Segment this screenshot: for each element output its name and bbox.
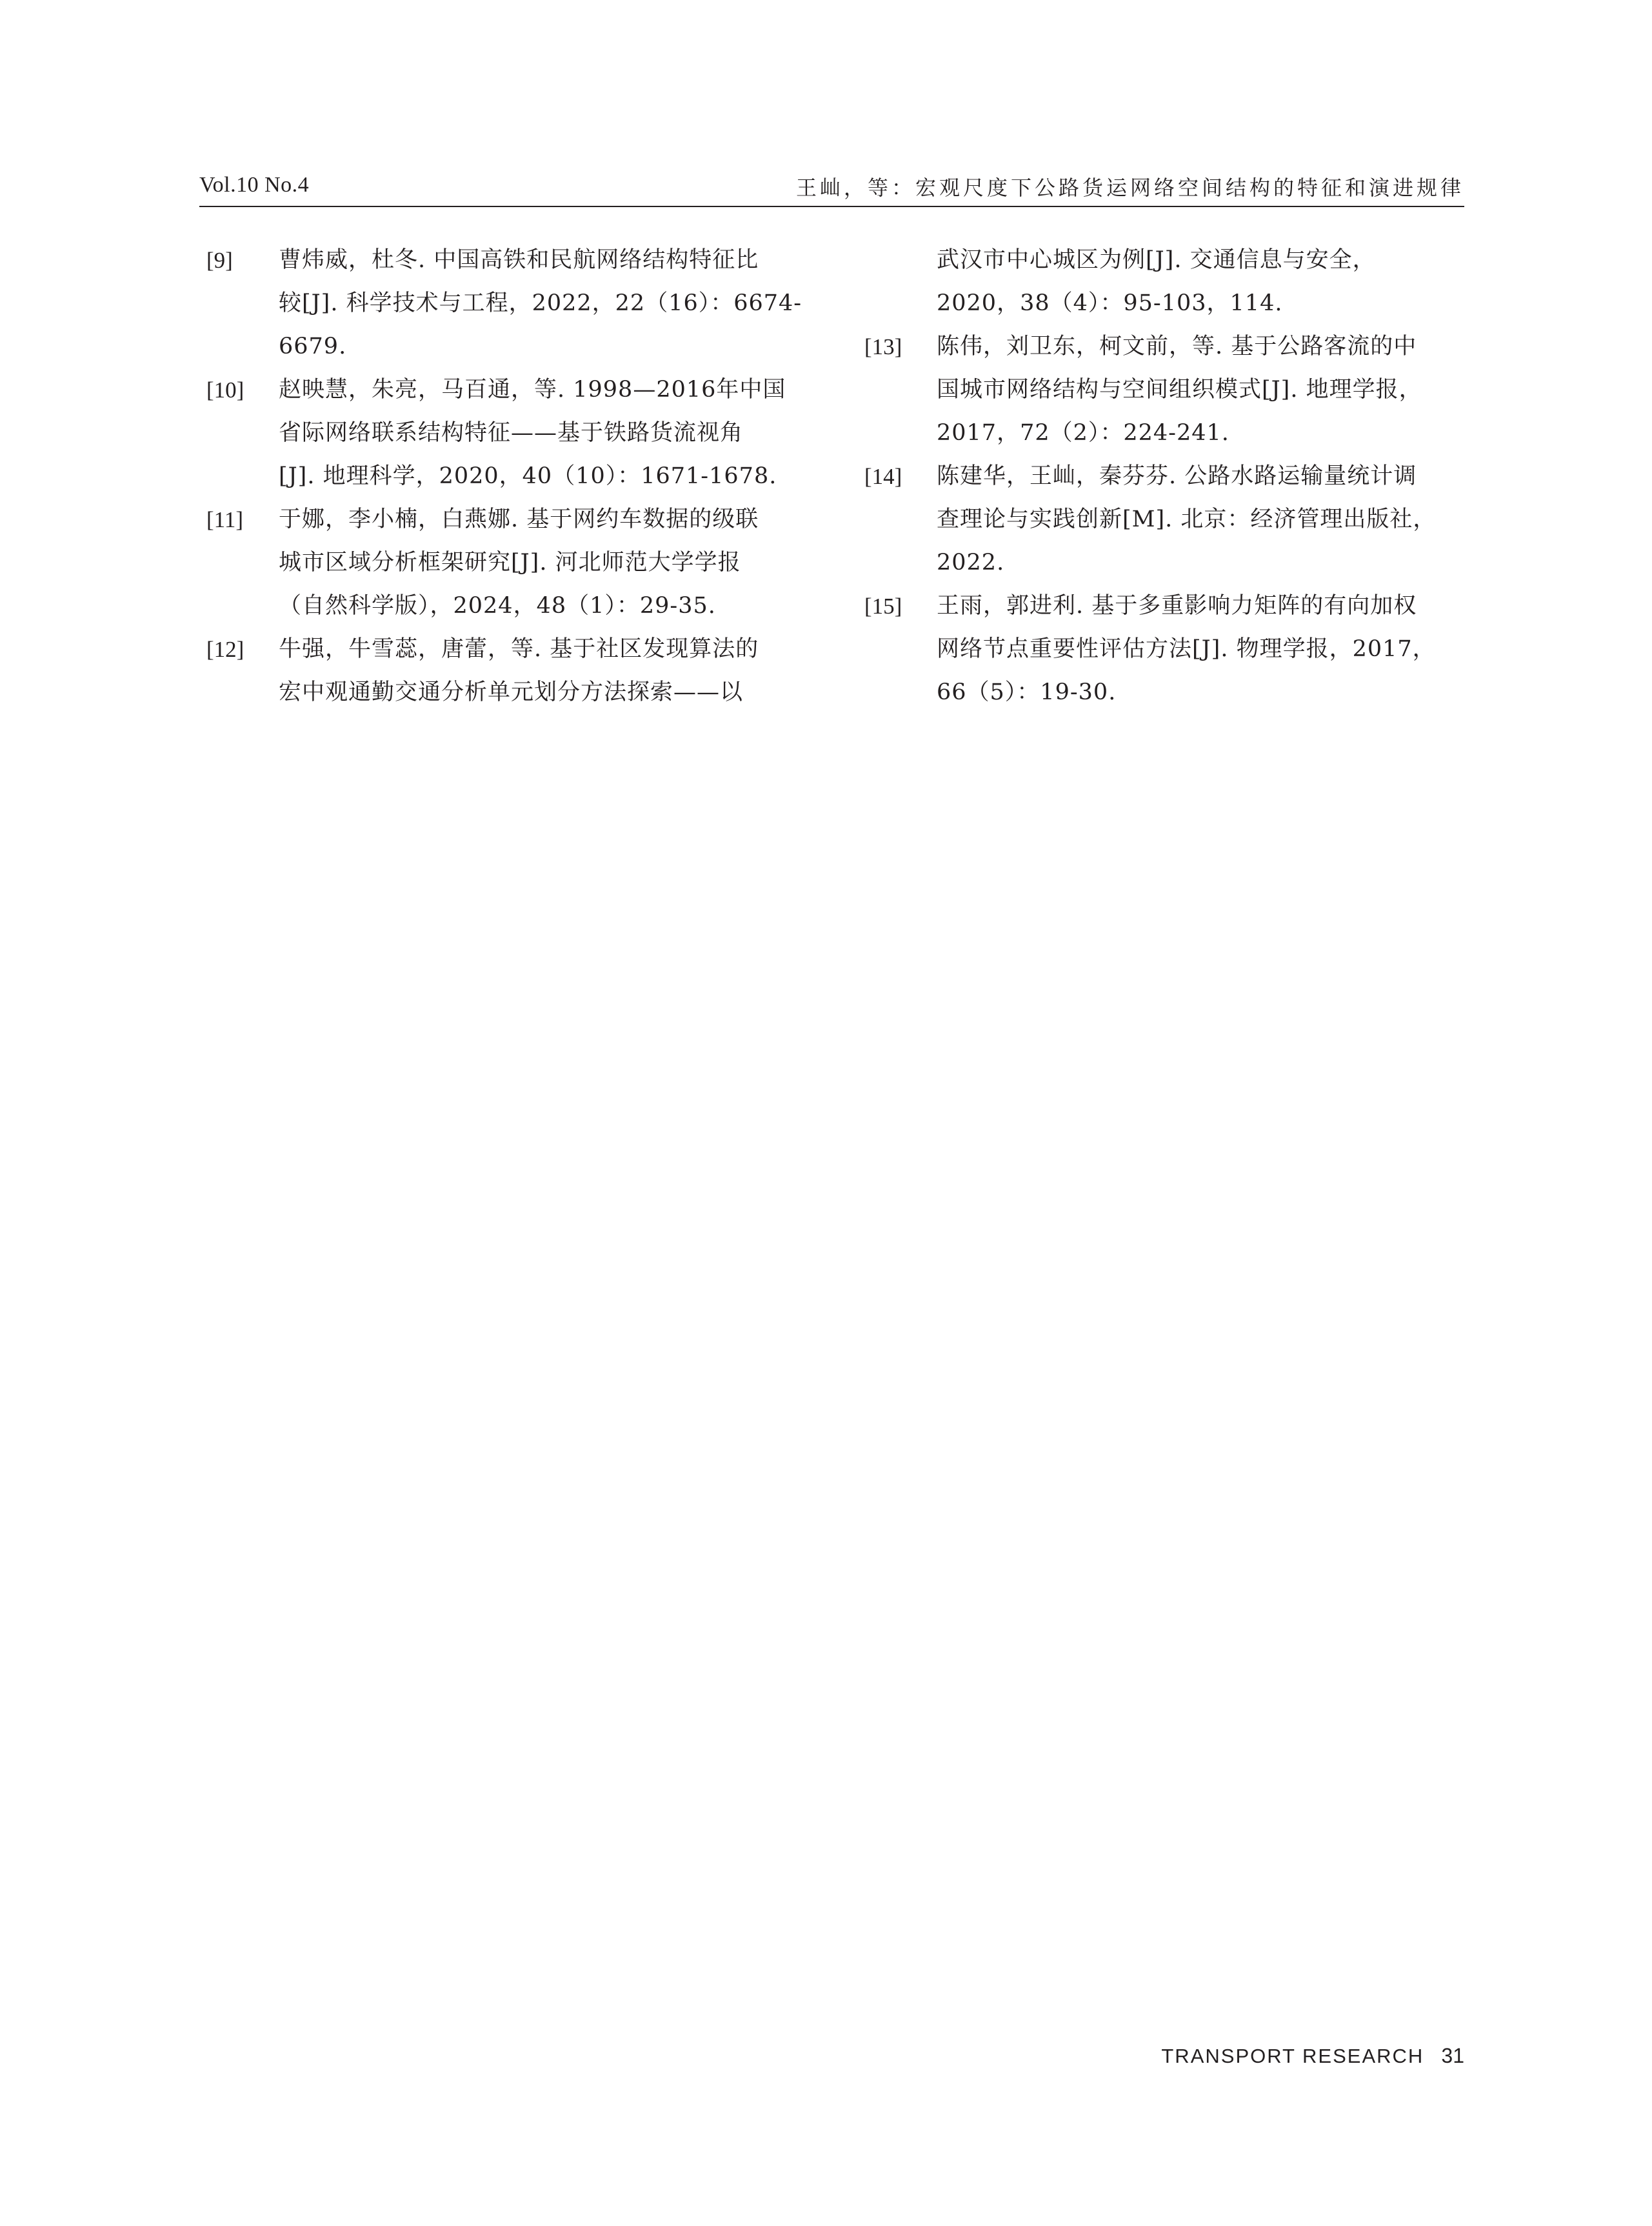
reference-item: [206, 368, 806, 498]
reference-line: 于娜，李小楠，白燕娜. 基于网约车数据的级联: [279, 506, 759, 532]
running-header: [199, 160, 1464, 206]
reference-line: 2017，72（2）：224-241.: [937, 420, 1229, 446]
reference-line: 国城市网络结构与空间组织模式[J]. 地理学报，: [937, 377, 1422, 403]
reference-line: 武汉市中心城区为例[J]. 交通信息与安全，: [937, 247, 1376, 273]
reference-line: 赵映慧，朱亮，马百通，等. 1998—2016年中国: [279, 377, 786, 403]
reference-number: [15]: [864, 594, 902, 619]
page-number: 31: [1441, 2044, 1464, 2067]
reference-line: 6679.: [279, 334, 347, 359]
reference-number: [11]: [206, 507, 244, 532]
reference-number: [13]: [864, 334, 902, 359]
reference-line: 宏中观通勤交通分析单元划分方法探索——以: [279, 679, 744, 705]
reference-line: [J]. 地理科学，2020，40（10）：1671-1678.: [279, 463, 777, 489]
reference-item: [206, 498, 806, 628]
reference-line: （自然科学版），2024，48（1）：29-35.: [279, 593, 716, 619]
header-rule: [199, 206, 1464, 207]
page-footer: [1161, 2044, 1464, 2076]
reference-number: [12]: [206, 637, 244, 662]
reference-item-continued: [864, 239, 1464, 325]
volume-label: Vol.10 No.4: [199, 173, 310, 197]
reference-line: 省际网络联系结构特征——基于铁路货流视角: [279, 420, 744, 446]
reference-line: 曹炜威，杜冬. 中国高铁和民航网络结构特征比: [279, 247, 759, 273]
reference-line: 王雨，郭进利. 基于多重影响力矩阵的有向加权: [937, 593, 1417, 619]
reference-line: 网络节点重要性评估方法[J]. 物理学报，2017，: [937, 636, 1436, 662]
reference-line: 陈建华，王屾，秦芬芬. 公路水路运输量统计调: [937, 463, 1417, 489]
reference-number: [9]: [206, 248, 233, 273]
reference-item: [864, 325, 1464, 455]
reference-line: 2022.: [937, 550, 1005, 576]
running-title: 王屾，等：宏观尺度下公路货运网络空间结构的特征和演进规律: [795, 175, 1464, 200]
reference-number: [14]: [864, 464, 902, 489]
reference-line: 较[J]. 科学技术与工程，2022，22（16）：6674-: [279, 290, 802, 316]
reference-line: 牛强，牛雪蕊，唐蕾，等. 基于社区发现算法的: [279, 636, 759, 662]
reference-item: [206, 239, 806, 368]
references-right-column: [864, 239, 1464, 714]
references-left-column: [206, 239, 806, 714]
reference-item: [206, 628, 806, 714]
reference-line: 查理论与实践创新[M]. 北京：经济管理出版社，: [937, 506, 1437, 532]
reference-item: [864, 585, 1464, 714]
journal-name: TRANSPORT RESEARCH: [1161, 2045, 1424, 2067]
reference-line: 66（5）：19-30.: [937, 679, 1117, 705]
reference-item: [864, 455, 1464, 585]
reference-line: 2020，38（4）：95-103，114.: [937, 290, 1283, 316]
reference-line: 陈伟，刘卫东，柯文前，等. 基于公路客流的中: [937, 334, 1417, 359]
reference-number: [10]: [206, 377, 244, 403]
reference-line: 城市区域分析框架研究[J]. 河北师范大学学报: [279, 550, 741, 576]
